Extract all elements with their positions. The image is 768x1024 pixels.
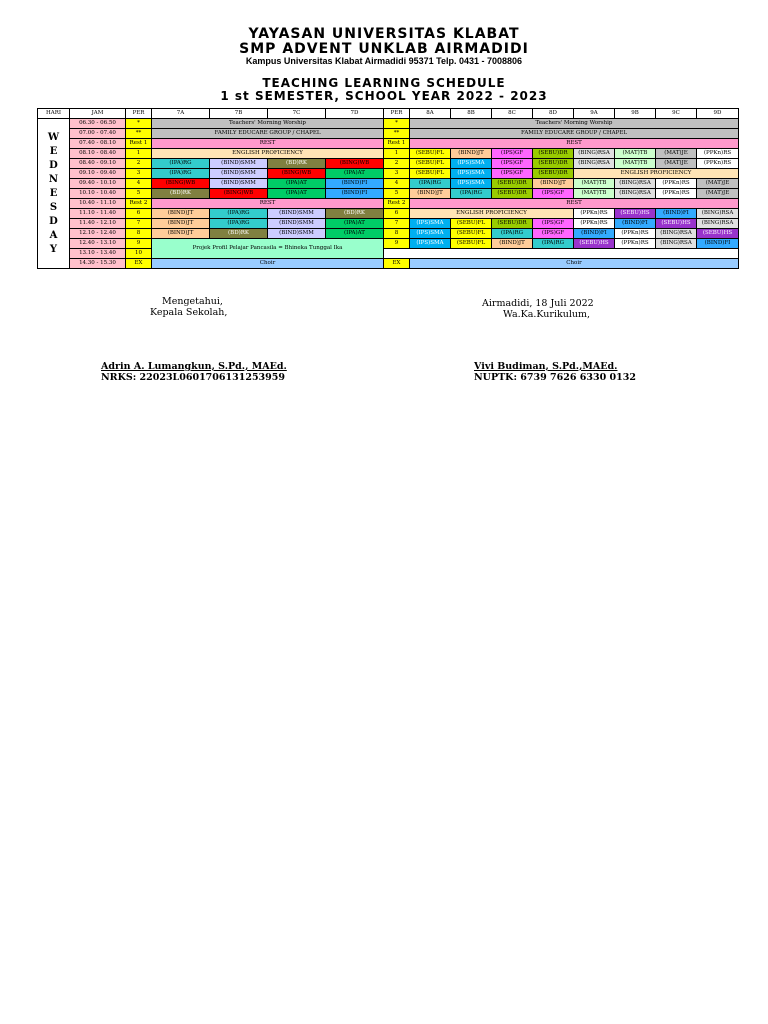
subject-cell: (IPS)SMA <box>410 219 451 229</box>
subject-cell: (IPA)AT <box>268 179 326 189</box>
time-cell: 07.00 - 07.40 <box>70 129 126 139</box>
period-cell: 4 <box>126 179 152 189</box>
time-cell: 12.40 - 13.10 <box>70 239 126 249</box>
period-cell: 5 <box>126 189 152 199</box>
subject-cell: (IPA)RG <box>410 179 451 189</box>
period-cell: 10 <box>126 249 152 259</box>
span-cell: Teachers' Morning Worship <box>152 119 384 129</box>
subject-cell: (BIND)JT <box>451 149 492 159</box>
period-cell: 9 <box>384 239 410 249</box>
period-cell: 1 <box>126 149 152 159</box>
column-header: 9D <box>697 109 739 119</box>
subject-cell: (MAT)JE <box>697 179 739 189</box>
time-cell: 08.10 - 08.40 <box>70 149 126 159</box>
school-foundation-title: YAYASAN UNIVERSITAS KLABAT <box>248 26 520 42</box>
subject-cell: (BIND)JT <box>410 189 451 199</box>
period-cell: Rest 1 <box>384 139 410 149</box>
subject-cell: (BING)WB <box>210 189 268 199</box>
subject-cell: (BIND)JT <box>533 179 574 189</box>
subject-cell: (IPS)GF <box>492 159 533 169</box>
subject-cell: (PPKn)RS <box>615 229 656 239</box>
empty-cell <box>384 249 739 259</box>
column-header: 8A <box>410 109 451 119</box>
subject-cell: (SEBU)HS <box>615 209 656 219</box>
table-row <box>38 139 739 149</box>
period-cell: Rest 2 <box>384 199 410 209</box>
period-cell: 7 <box>384 219 410 229</box>
subject-cell: (BING)WB <box>268 169 326 179</box>
time-cell: 10.10 - 10.40 <box>70 189 126 199</box>
period-cell: EX <box>384 259 410 269</box>
time-cell: 08.40 - 09.10 <box>70 159 126 169</box>
table-row <box>38 119 739 129</box>
subject-cell: (MAT)TB <box>615 149 656 159</box>
column-header: 8B <box>451 109 492 119</box>
subject-cell: (BIND)FI <box>697 239 739 249</box>
subject-cell: (IPA)AT <box>326 229 384 239</box>
column-header: 7C <box>268 109 326 119</box>
subject-cell: (BING)RSA <box>615 189 656 199</box>
subject-cell: (BIND)SMM <box>210 159 268 169</box>
period-cell: 3 <box>126 169 152 179</box>
subject-cell: (SEBU)HS <box>574 239 615 249</box>
period-cell: 5 <box>384 189 410 199</box>
period-cell: 6 <box>384 209 410 219</box>
subject-cell: (MAT)JE <box>656 159 697 169</box>
subject-cell: (PPKn)RS <box>656 179 697 189</box>
time-cell: 11.40 - 12.10 <box>70 219 126 229</box>
column-header: PER <box>126 109 152 119</box>
subject-cell: (BING)RSA <box>656 239 697 249</box>
subject-cell: (IPA)RG <box>451 189 492 199</box>
subject-cell: (BING)RSA <box>656 229 697 239</box>
curriculum-name: Vivi Budiman, S.Pd.,MAEd. <box>474 361 618 372</box>
span-cell: ENGLISH PROFICIENCY <box>410 209 574 219</box>
schedule-table <box>37 108 739 269</box>
table-row <box>38 149 739 159</box>
subject-cell: (IPA)RG <box>152 159 210 169</box>
column-header: 9B <box>615 109 656 119</box>
table-row <box>38 239 739 249</box>
school-address: Kampus Universitas Klabat Airmadidi 95371 Telp. 0431 - 7008806 <box>245 56 523 66</box>
span-cell: FAMILY EDUCARE GROUP / CHAPEL <box>410 129 739 139</box>
column-header: JAM <box>70 109 126 119</box>
subject-cell: (SEBU)HS <box>697 229 739 239</box>
subject-cell: (BING)RSA <box>615 179 656 189</box>
subject-cell: (PPKn)RS <box>574 219 615 229</box>
subject-cell: (MAT)TB <box>615 159 656 169</box>
subject-cell: (SEBU)DR <box>492 189 533 199</box>
subject-cell: (PPKn)RS <box>656 189 697 199</box>
subject-cell: (BING)RSA <box>697 219 739 229</box>
subject-cell: (IPS)GF <box>533 189 574 199</box>
subject-cell: (SEBU)FL <box>451 219 492 229</box>
time-cell: 10.40 - 11.10 <box>70 199 126 209</box>
subject-cell: (SEBU)FL <box>451 229 492 239</box>
subject-cell: (IPA)AT <box>326 219 384 229</box>
subject-cell: (IPS)SMA <box>451 179 492 189</box>
subject-cell: (BIND)SMM <box>268 219 326 229</box>
subject-cell: (BD)RK <box>210 229 268 239</box>
subject-cell: (BIND)JT <box>152 219 210 229</box>
subject-cell: (SEBU)FL <box>451 239 492 249</box>
span-cell: ENGLISH PROFICIENCY <box>574 169 739 179</box>
span-cell: ENGLISH PROFICIENCY <box>152 149 384 159</box>
subject-cell: (SEBU)DR <box>533 169 574 179</box>
subject-cell: (BD)RK <box>268 159 326 169</box>
table-row <box>38 219 739 229</box>
subject-cell: (PPKn)RS <box>697 159 739 169</box>
table-header-row <box>38 109 739 119</box>
subject-cell: (IPA)RG <box>492 229 533 239</box>
time-cell: 09.10 - 09.40 <box>70 169 126 179</box>
subject-cell: (MAT)TB <box>574 179 615 189</box>
period-cell: 8 <box>384 229 410 239</box>
period-cell: ** <box>126 129 152 139</box>
table-row <box>38 169 739 179</box>
time-cell: 11.10 - 11.40 <box>70 209 126 219</box>
time-cell: 07.40 - 08.10 <box>70 139 126 149</box>
subject-cell: (BD)RK <box>326 209 384 219</box>
period-cell: Rest 2 <box>126 199 152 209</box>
time-cell: 13.10 - 13.40 <box>70 249 126 259</box>
sig-left-line1: Mengetahui, <box>162 296 223 307</box>
column-header: 8D <box>533 109 574 119</box>
table-row <box>38 159 739 169</box>
column-header: 8C <box>492 109 533 119</box>
span-cell: Teachers' Morning Worship <box>410 119 739 129</box>
span-cell: REST <box>410 139 739 149</box>
period-cell: * <box>384 119 410 129</box>
sig-right-line1: Airmadidi, 18 Juli 2022 <box>482 298 594 309</box>
subject-cell: (BING)RSA <box>574 159 615 169</box>
subject-cell: (BIND)FI <box>615 219 656 229</box>
subject-cell: (IPA)RG <box>533 239 574 249</box>
subject-cell: (BIND)FI <box>574 229 615 239</box>
subject-cell: (IPS)GF <box>533 219 574 229</box>
column-header: 9A <box>574 109 615 119</box>
span-cell: REST <box>152 199 384 209</box>
day-cell: W E D N E S D A Y <box>38 119 70 269</box>
period-cell: 2 <box>384 159 410 169</box>
principal-id: NRKS: 22023L0601706131253959 <box>101 372 286 383</box>
subject-cell: (BIND)SMM <box>268 209 326 219</box>
period-cell: 8 <box>126 229 152 239</box>
subject-cell: (IPS)GF <box>492 169 533 179</box>
project-cell: Projek Profil Pelajar Pancasila = Bhineka Tunggal Ika <box>152 239 384 259</box>
subject-cell: (IPS)GF <box>492 149 533 159</box>
subject-cell: (BING)RSA <box>574 149 615 159</box>
period-cell: 6 <box>126 209 152 219</box>
principal-name: Adrin A. Lumangkun, S.Pd., MAEd. <box>101 361 287 372</box>
sig-right-line2: Wa.Ka.Kurikulum, <box>503 309 591 320</box>
subject-cell: (IPS)GF <box>533 229 574 239</box>
subject-cell: (PPKn)RS <box>697 149 739 159</box>
column-header: 7D <box>326 109 384 119</box>
table-row <box>38 249 739 259</box>
subject-cell: (BING)WB <box>152 179 210 189</box>
table-row <box>38 129 739 139</box>
subject-cell: (SEBU)FL <box>410 159 451 169</box>
subject-cell: (SEBU)DR <box>492 179 533 189</box>
subject-cell: (BIND)JT <box>492 239 533 249</box>
span-cell: Choir <box>152 259 384 269</box>
table-row <box>38 179 739 189</box>
period-cell: EX <box>126 259 152 269</box>
subject-cell: (IPS)SMA <box>451 159 492 169</box>
subject-cell: (BD)RK <box>152 189 210 199</box>
subject-cell: (BIND)FI <box>326 189 384 199</box>
time-cell: 14.30 - 15.30 <box>70 259 126 269</box>
subject-cell: (IPA)AT <box>268 189 326 199</box>
span-cell: Choir <box>410 259 739 269</box>
table-row <box>38 189 739 199</box>
curriculum-id: NUPTK: 6739 7626 6330 0132 <box>474 372 636 383</box>
subject-cell: (IPA)RG <box>210 219 268 229</box>
subject-cell: (MAT)JE <box>697 189 739 199</box>
subject-cell: (IPS)SMA <box>410 229 451 239</box>
semester-title: 1 st SEMESTER, SCHOOL YEAR 2022 - 2023 <box>220 89 548 103</box>
subject-cell: (BIND)JT <box>152 209 210 219</box>
table-row <box>38 259 739 269</box>
column-header: 9C <box>656 109 697 119</box>
period-cell: 9 <box>126 239 152 249</box>
subject-cell: (SEBU)FL <box>410 149 451 159</box>
period-cell: ** <box>384 129 410 139</box>
subject-cell: (SEBU)DR <box>533 159 574 169</box>
subject-cell: (IPA)AT <box>326 169 384 179</box>
table-row <box>38 209 739 219</box>
subject-cell: (BING)RSA <box>697 209 739 219</box>
sig-left-line2: Kepala Sekolah, <box>150 307 228 318</box>
table-row <box>38 199 739 209</box>
column-header: 7B <box>210 109 268 119</box>
subject-cell: (MAT)JE <box>656 149 697 159</box>
subject-cell: (SEBU)HS <box>656 219 697 229</box>
subject-cell: (PPKn)RS <box>574 209 615 219</box>
period-cell: 4 <box>384 179 410 189</box>
column-header: PER <box>384 109 410 119</box>
period-cell: 2 <box>126 159 152 169</box>
subject-cell: (SEBU)FL <box>410 169 451 179</box>
period-cell: 7 <box>126 219 152 229</box>
subject-cell: (SEBU)DR <box>533 149 574 159</box>
school-name: SMP ADVENT UNKLAB AIRMADIDI <box>239 41 529 57</box>
schedule-title: TEACHING LEARNING SCHEDULE <box>262 76 506 90</box>
subject-cell: (MAT)TB <box>574 189 615 199</box>
subject-cell: (PPKn)RS <box>615 239 656 249</box>
period-cell: Rest 1 <box>126 139 152 149</box>
time-cell: 06.30 - 06.50 <box>70 119 126 129</box>
subject-cell: (IPA)RG <box>152 169 210 179</box>
period-cell: 3 <box>384 169 410 179</box>
column-header: 7A <box>152 109 210 119</box>
period-cell: * <box>126 119 152 129</box>
subject-cell: (BIND)SMM <box>210 179 268 189</box>
column-header: HARI <box>38 109 70 119</box>
subject-cell: (BIND)JT <box>152 229 210 239</box>
subject-cell: (BIND)SMM <box>268 229 326 239</box>
span-cell: REST <box>410 199 739 209</box>
span-cell: REST <box>152 139 384 149</box>
subject-cell: (IPS)SMA <box>410 239 451 249</box>
table-row <box>38 229 739 239</box>
span-cell: FAMILY EDUCARE GROUP / CHAPEL <box>152 129 384 139</box>
subject-cell: (BIND)FI <box>656 209 697 219</box>
subject-cell: (IPA)RG <box>210 209 268 219</box>
subject-cell: (BING)WB <box>326 159 384 169</box>
subject-cell: (BIND)SMM <box>210 169 268 179</box>
subject-cell: (SEBU)DR <box>492 219 533 229</box>
subject-cell: (IPS)SMA <box>451 169 492 179</box>
subject-cell: (BIND)FI <box>326 179 384 189</box>
period-cell: 1 <box>384 149 410 159</box>
time-cell: 09.40 - 10.10 <box>70 179 126 189</box>
time-cell: 12.10 - 12.40 <box>70 229 126 239</box>
